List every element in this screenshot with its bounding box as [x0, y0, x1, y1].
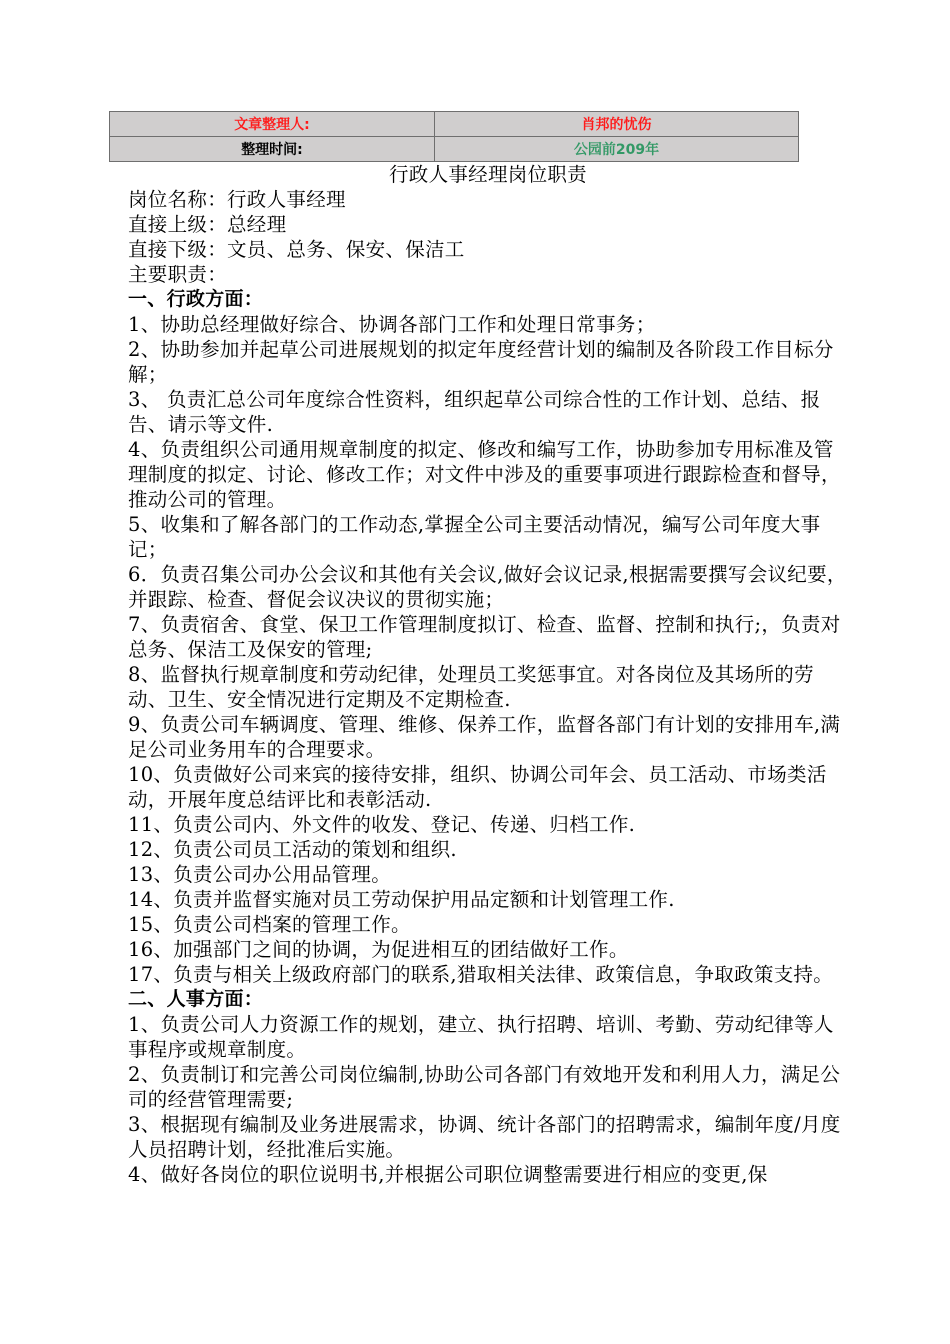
list-item: 1、负责公司人力资源工作的规划，建立、执行招聘、培训、考勤、劳动纪律等人事程序或规章制度。 [128, 1013, 834, 1061]
list-item: 11、负责公司内、外文件的收发、登记、传递、归档工作. [128, 813, 636, 836]
list-item: 13、负责公司办公用品管理。 [128, 863, 392, 886]
section-heading: 二、人事方面： [128, 988, 264, 1010]
list-item: 12、负责公司员工活动的策划和组织. [128, 838, 457, 861]
list-item: 17、负责与相关上级政府部门的联系,猎取相关法律、政策信息，争取政策支持。 [128, 963, 834, 986]
organizer-label: 文章整理人: [110, 112, 435, 137]
date-value: 公园前209年 [435, 137, 799, 162]
meta-line: 直接下级：文员、总务、保安、保洁工 [128, 238, 465, 261]
list-item: 1、协助总经理做好综合、协调各部门工作和处理日常事务； [128, 313, 656, 336]
date-row [110, 137, 799, 162]
list-item: 9、负责公司车辆调度、管理、维修、保养工作，监督各部门有计划的安排用车,满足公司业务用车的合理要求。 [128, 713, 841, 761]
organizer-row [110, 112, 799, 137]
list-item: 6．负责召集公司办公会议和其他有关会议,做好会议记录,根据需要撰写会议纪要，并跟踪、检查、督促会议决议的贯彻实施； [128, 563, 847, 611]
organizer-value: 肖邦的忧伤 [435, 112, 799, 137]
meta-line: 主要职责： [128, 263, 228, 286]
list-item: 16、加强部门之间的协调，为促进相互的团结做好工作。 [128, 938, 629, 961]
list-item: 3、 负责汇总公司年度综合性资料，组织起草公司综合性的工作计划、总结、报告、请示等文件. [128, 388, 821, 436]
list-item: 2、负责制订和完善公司岗位编制,协助公司各部门有效地开发和利用人力，满足公司的经营管理需要; [128, 1063, 841, 1111]
document-body [128, 162, 848, 1187]
list-item: 5、收集和了解各部门的工作动态,掌握全公司主要活动情况，编写公司年度大事记； [128, 513, 821, 561]
list-item: 15、负责公司档案的管理工作。 [128, 913, 411, 936]
document-info-table [109, 111, 799, 162]
meta-line: 直接上级：总经理 [128, 213, 287, 236]
document-title: 行政人事经理岗位职责 [388, 163, 587, 186]
list-item: 14、负责并监督实施对员工劳动保护用品定额和计划管理工作. [128, 888, 675, 911]
meta-line: 岗位名称：行政人事经理 [128, 188, 346, 211]
list-item: 10、负责做好公司来宾的接待安排，组织、协调公司年会、员工活动、市场类活动，开展年度总结评比和表彰活动. [128, 763, 827, 811]
date-label: 整理时间: [110, 137, 435, 162]
list-item: 3、根据现有编制及业务进展需求，协调、统计各部门的招聘需求，编制年度/月度人员招聘计划，经批准后实施。 [128, 1113, 841, 1161]
list-item: 4、负责组织公司通用规章制度的拟定、修改和编写工作，协助参加专用标准及管理制度的拟定、讨论、修改工作；对文件中涉及的重要事项进行跟踪检查和督导，推动公司的管理。 [128, 438, 841, 511]
list-item: 4、做好各岗位的职位说明书,并根据公司职位调整需要进行相应的变更,保 [128, 1163, 768, 1186]
list-item: 8、监督执行规章制度和劳动纪律，处理员工奖惩事宜。对各岗位及其场所的劳动、卫生、安全情况进行定期及不定期检查. [128, 663, 814, 711]
list-item: 7、负责宿舍、食堂、保卫工作管理制度拟订、检查、监督、控制和执行;，负责对总务、保洁工及保安的管理; [128, 613, 841, 661]
section-heading: 一、行政方面： [128, 288, 264, 310]
list-item: 2、协助参加并起草公司进展规划的拟定年度经营计划的编制及各阶段工作目标分解； [128, 338, 834, 386]
